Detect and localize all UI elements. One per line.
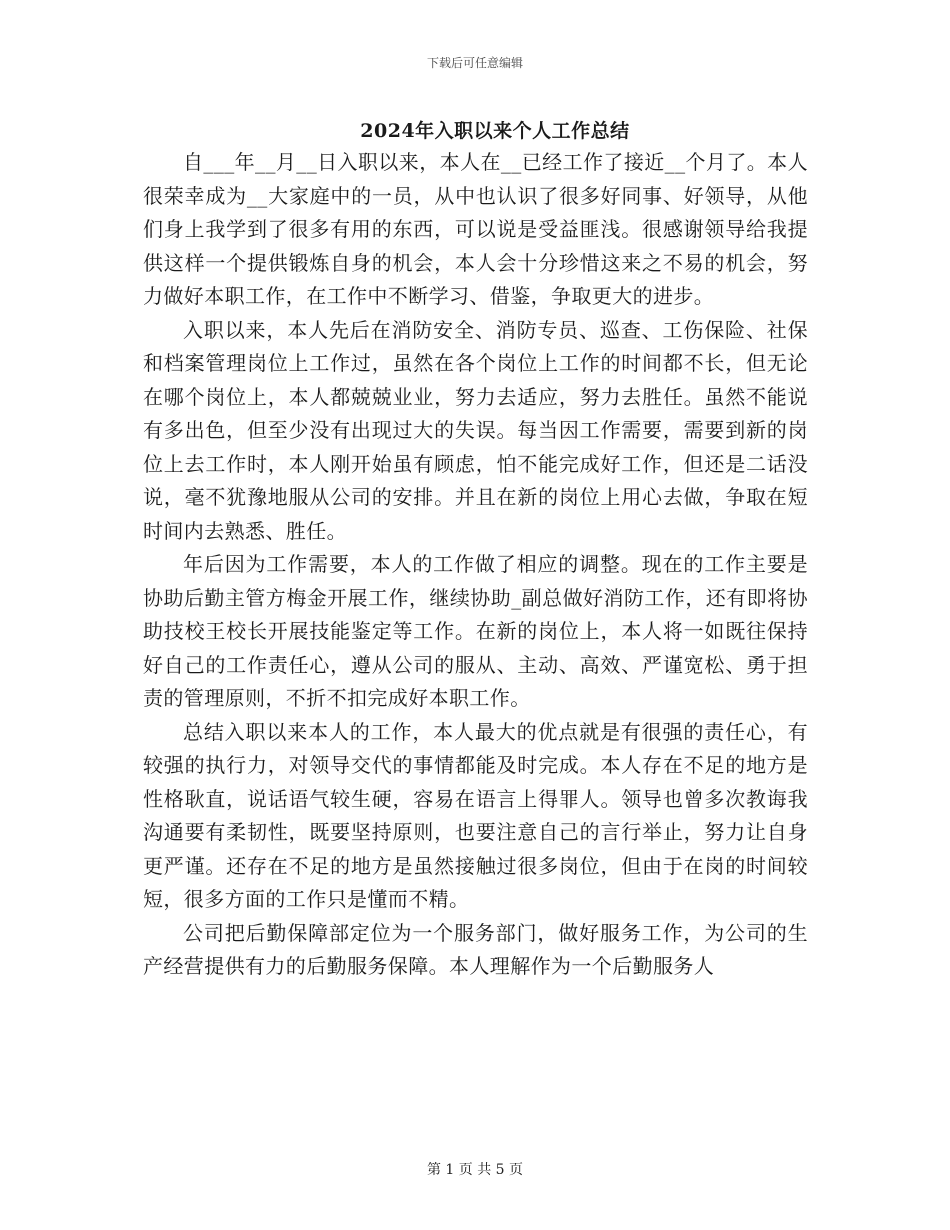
- paragraph: 自___年__月__日入职以来，本人在__已经工作了接近__个月了。本人很荣幸成为__大家庭中的一员，从中也认识了很多好同事、好领导，从他们身上我学到了很多有用的东西，可以说是受益匪浅。很感谢领导给我提供这样一个提供锻炼自身的机会，本人会十分珍惜这来之不易的机会，努力做好本职工作，在工作中不断学习、借鉴，争取更大的进步。: [143, 150, 808, 308]
- paragraph: 入职以来，本人先后在消防安全、消防专员、巡查、工伤保险、社保和档案管理岗位上工作过，虽然在各个岗位上工作的时间都不长，但无论在哪个岗位上，本人都兢兢业业，努力去适应，努力去胜任。虽然不能说有多出色，但至少没有出现过大的失误。每当因工作需要，需要到新的岗位上去工作时，本人刚开始虽有顾虑，怕不能完成好工作，但还是二话没说，毫不犹豫地服从公司的安排。并且在新的岗位上用心去做，争取在短时间内去熟悉、胜任。: [143, 317, 808, 543]
- paragraph: 总结入职以来本人的工作，本人最大的优点就是有很强的责任心，有较强的执行力，对领导交代的事情都能及时完成。本人存在不足的地方是性格耿直，说话语气较生硬，容易在语言上得罪人。领导也曾多次教诲我沟通要有柔韧性，既要坚持原则，也要注意自己的言行举止，努力让自身更严谨。还存在不足的地方是虽然接触过很多岗位，但由于在岗的时间较短，很多方面的工作只是懂而不精。: [143, 719, 808, 911]
- page-number-indicator: 第 1 页 共 5 页: [426, 1162, 524, 1178]
- paragraph: 公司把后勤保障部定位为一个服务部门，做好服务工作，为公司的生产经营提供有力的后勤服务保障。本人理解作为一个后勤服务人: [143, 920, 808, 978]
- document-body: [143, 146, 808, 984]
- document-title: 2024年入职以来个人工作总结: [360, 120, 630, 142]
- paragraph: 年后因为工作需要，本人的工作做了相应的调整。现在的工作主要是协助后勤主管方梅金开展工作，继续协助_副总做好消防工作，还有即将协助技校王校长开展技能鉴定等工作。在新的岗位上，本人将一如既往保持好自己的工作责任心，遵从公司的服从、主动、高效、严谨宽松、勇于担责的管理原则，不折不扣完成好本职工作。: [143, 552, 808, 710]
- page-header-note: 下载后可任意编辑: [426, 56, 523, 70]
